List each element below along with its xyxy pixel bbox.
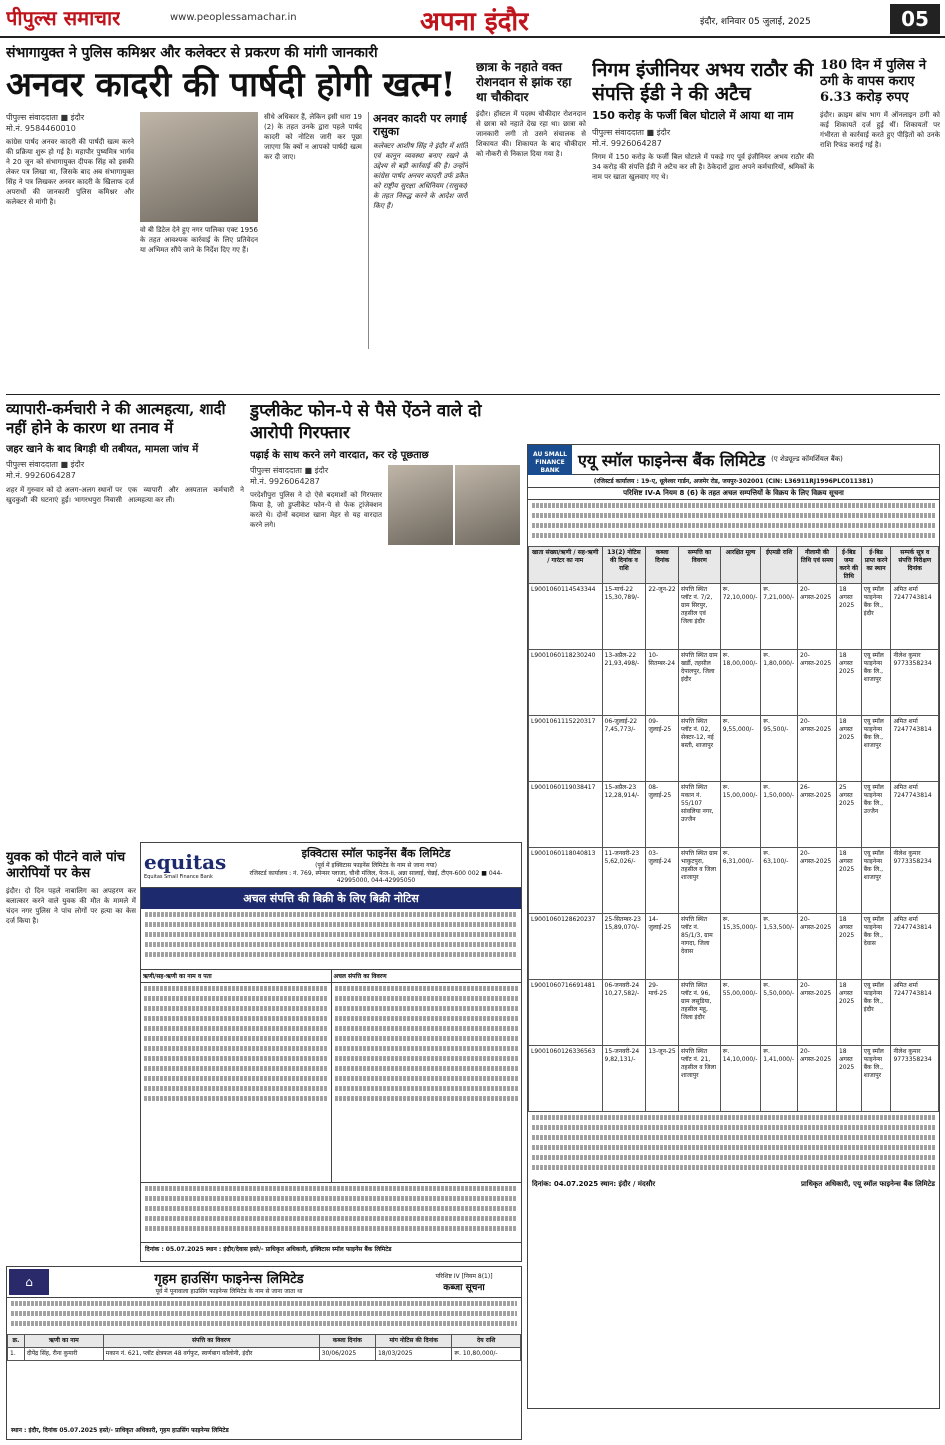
table-row — [529, 848, 939, 914]
table-cell: 1. — [8, 1348, 25, 1361]
column-header: खाता संख्या/ऋणी / सह-ऋणी / गारंटर का नाम — [529, 547, 603, 584]
duplicate-byline: पीपुल्स संवाददाता ■ इंदौर — [250, 466, 329, 475]
cell-possession: 03-जुलाई-24 — [646, 848, 679, 914]
table-cell: 18/03/2025 — [375, 1348, 451, 1361]
grihum-sub: पूर्व में पूनावाला हाउसिंग फाइनेन्स लिमिटेड के नाम से जाना जाता था — [155, 1288, 303, 1295]
dateline: इंदौर, शनिवार 05 जुलाई, 2025 — [700, 17, 811, 27]
sidebar-text: कलेक्टर आशीष सिंह ने इंदौर में शांति एवं कानून व्यवस्था बनाए रखने के उद्देश्य से बड़ी कार्रवाई की है। उन्होंने कांग्रेस पार्षद अनवर कादरी उर्फ डकैत को राष्ट्रीय सुरक्षा अधिनियम (रासुका) के तहत निरुद्ध करने के आदेश जारी किए हैं। — [373, 142, 468, 210]
fraud-headline: 180 दिन में पुलिस ने ठगी के वापस कराए 6.33 करोड़ रुपए — [820, 58, 927, 105]
cell-bid: 18 अगस्त 2025 — [836, 716, 861, 782]
au-footer-sign: प्राधिकृत अधिकारी, एयू स्मॉल फाइनेन्स बैंक लिमिटेड — [800, 1180, 935, 1188]
cell-loan: L9001060716691481 — [529, 980, 603, 1046]
page-number: 05 — [890, 4, 940, 34]
cell-emd: रू. 95,500/- — [761, 716, 798, 782]
fraud-story — [820, 58, 940, 394]
student-story — [476, 60, 586, 390]
equitas-logo: equitas — [144, 850, 227, 874]
equitas-band: अचल संपत्ति की बिक्री के लिए बिक्री नोटिस — [141, 888, 521, 909]
equitas-notice — [140, 842, 522, 1262]
cell-loan: L9001060118230240 — [529, 650, 603, 716]
grihum-logo-icon: ⌂ — [9, 1269, 49, 1295]
lead-photo — [140, 112, 258, 222]
cell-notice: 11-जनवरी-23 5,62,026/- — [602, 848, 646, 914]
cell-possession: 22-जून-22 — [646, 584, 679, 650]
cell-auction: 20-अगस्त-2025 — [798, 914, 837, 980]
newspaper-logo: पीपुल्स समाचार — [6, 6, 121, 30]
column-header: कब्जा दिनांक — [319, 1335, 375, 1348]
equitas-title: इक्विटास स्मॉल फाइनेंस बैंक लिमिटेड — [301, 847, 451, 860]
cell-contact: अमित शर्मा 7247743814 — [891, 782, 939, 848]
cell-property: संपत्ति स्थित प्लॉट नं. 85/1/3, ग्राम नागदा, जिला देवास — [679, 914, 721, 980]
auction-table — [528, 546, 939, 1112]
table-cell: 30/06/2025 — [319, 1348, 375, 1361]
au-footer-place: दिनांक: 04.07.2025 स्थान: इंदौर / मंदसौर — [532, 1180, 656, 1188]
engineer-phone: मो.नं. 9926064287 — [592, 139, 662, 148]
column-header: ई-बिड जमा करने की तिथि — [836, 547, 861, 584]
cell-emd: रू. 1,80,000/- — [761, 650, 798, 716]
cell-possession: 08-जुलाई-25 — [646, 782, 679, 848]
duplicate-text: परदेशीपुरा पुलिस ने दो ऐसे बदमाशों को गिरफ्तार किया है, जो डुप्लीकेट फोन-पे से फेक ट्रांजेक्शन करते थे। दोनों बदमाश खाना मेहर से यह वारदात करने लगे। — [250, 491, 382, 529]
column-header: 13(2) नोटिस की दिनांक व राशि — [602, 547, 646, 584]
cell-bid: 18 अगस्त 2025 — [836, 914, 861, 980]
column-header: कब्जा दिनांक — [646, 547, 679, 584]
lead-byline: पीपुल्स संवाददाता ■ इंदौर — [6, 113, 85, 122]
equitas-address: रजिस्टर्ड कार्यालय : नं. 769, स्पेन्सर प्लाजा, चौथी मंजिल, फेज-II, अन्ना सालाई, चेन्नई, टीएन-600 002 ■ 044-42995000, 044-42995050 — [249, 870, 503, 884]
lead-para-1: कांग्रेस पार्षद अनवर कादरी की पार्षदी खत्म करने की प्रक्रिया शुरू हो गई है। महापौर पुष्यमित्र भार्गव ने 20 जून को संभागायुक्त दीपक सिंह को इसकी लेकर पत्र लिखा था, जिसके बाद अब संभागायुक्त सिंह ने पत्र लिखकर अनवर कादरी के खिलाफ दर्ज अपराधों की जानकारी पुलिस कमिश्नर और कलेक्टर से मांगी है। — [6, 138, 134, 206]
table-cell: दीपेंद्र सिंह, रीना कुमारी — [24, 1348, 103, 1361]
cell-possession: 09-जुलाई-25 — [646, 716, 679, 782]
cell-contact: नीलेश कुमार 9773358234 — [891, 848, 939, 914]
youth-text: इंदौर। दो दिन पहले नाबालिग का अपहरण कर बलात्कार करने वाले युवक की मौत के मामले में चंदन नगर पुलिस ने पांच लोगों पर हत्या का केस दर्ज किया है। — [6, 887, 136, 925]
cell-possession: 14-जुलाई-25 — [646, 914, 679, 980]
table-row — [529, 914, 939, 980]
suicide-story — [6, 400, 244, 845]
auction-table-header — [529, 547, 939, 584]
cell-place: एयू स्मॉल फाइनेन्स बैंक लि., शाजापुर — [861, 650, 891, 716]
cell-bid: 25 अगस्त 2025 — [836, 782, 861, 848]
divider — [6, 394, 940, 395]
column-header: ई-बिड प्राप्त करने का स्थान — [861, 547, 891, 584]
cell-place: एयू स्मॉल फाइनेन्स बैंक लि., उज्जैन — [861, 782, 891, 848]
cell-reserve: रू. 6,31,000/- — [720, 848, 761, 914]
table-row — [529, 650, 939, 716]
cell-property: संपत्ति स्थित ग्राम खर्डी, तहसील देपालपुर, जिला इंदौर — [679, 650, 721, 716]
au-title: एयू स्मॉल फाइनेन्स बैंक लिमिटेड — [578, 450, 766, 470]
cell-notice: 25-सितम्बर-23 15,89,070/- — [602, 914, 646, 980]
table-row — [8, 1348, 521, 1361]
equitas-logo-sub: Equitas Small Finance Bank — [144, 874, 213, 880]
cell-emd: रू. 5,50,000/- — [761, 980, 798, 1046]
cell-auction: 20-अगस्त-2025 — [798, 980, 837, 1046]
cell-emd: रू. 1,41,000/- — [761, 1046, 798, 1112]
cell-possession: 13-जून-25 — [646, 1046, 679, 1112]
engineer-byline: पीपुल्स संवाददाता ■ इंदौर — [592, 128, 671, 137]
cell-possession: 29-मार्च-25 — [646, 980, 679, 1046]
cell-emd: रू. 7,21,000/- — [761, 584, 798, 650]
cell-reserve: रू. 15,35,000/- — [720, 914, 761, 980]
column-header: सम्पर्क सूत्र व संपत्ति निरीक्षण दिनांक — [891, 547, 939, 584]
cell-auction: 20-अगस्त-2025 — [798, 1046, 837, 1112]
cell-contact: अमित शर्मा 7247743814 — [891, 584, 939, 650]
cell-reserve: रू. 9,55,000/- — [720, 716, 761, 782]
column-header: आरक्षित मूल्य — [720, 547, 761, 584]
cell-property: संपत्ति स्थित प्लॉट नं. 96, ग्राम लसूडिया, तहसील महू, जिला इंदौर — [679, 980, 721, 1046]
suicide-headline: व्यापारी-कर्मचारी ने की आत्महत्या, शादी नहीं होने के कारण था तनाव में — [6, 400, 226, 437]
cell-property: संपत्ति स्थित प्लॉट नं. 02, सेक्टर-12, नई बस्ती, शाजापुर — [679, 716, 721, 782]
cell-notice: 06-जनवरी-24 10,27,582/- — [602, 980, 646, 1046]
cell-bid: 18 अगस्त 2025 — [836, 584, 861, 650]
cell-property: संपत्ति स्थित प्लॉट नं. 21, तहसील व जिला शाजापुर — [679, 1046, 721, 1112]
cell-bid: 18 अगस्त 2025 — [836, 1046, 861, 1112]
column-header: संपत्ति का विवरण — [103, 1335, 319, 1348]
cell-reserve: रू. 18,00,000/- — [720, 650, 761, 716]
equitas-rows — [141, 982, 521, 1182]
column-header: देय राशि — [452, 1335, 521, 1348]
sidebar-title: अनवर कादरी पर लगाई रासुका — [373, 112, 467, 138]
au-bank-notice — [527, 444, 940, 1409]
engineer-story — [592, 58, 814, 394]
cell-contact: अमित शर्मा 7247743814 — [891, 914, 939, 980]
section-title: अपना इंदौर — [420, 7, 529, 37]
duplicate-headline: डुप्लीकेट फोन-पे से पैसे ऐंठने वाले दो आरोपी गिरफ्तार — [250, 401, 482, 443]
cell-contact: नीलेश कुमार 9773358234 — [891, 1046, 939, 1112]
lead-phone: मो.नं. 9584460010 — [6, 124, 76, 133]
cell-bid: 18 अगस्त 2025 — [836, 848, 861, 914]
fraud-text: इंदौर। क्राइम ब्रांच भाग में ऑनलाइन ठगी को कई शिकायतें दर्ज हुई थीं। शिकायतों पर गंभीरता से कार्रवाई करते हुए पीड़ितों को उनके राशि रिफंड कराई गई है। — [820, 111, 940, 149]
cell-notice: 06-जुलाई-22 7,45,773/- — [602, 716, 646, 782]
suicide-phone: मो.नं. 9926064287 — [6, 471, 76, 480]
duplicate-phone: मो.नं. 9926064287 — [250, 477, 320, 486]
cell-auction: 20-अगस्त-2025 — [798, 650, 837, 716]
cell-auction: 20-अगस्त-2025 — [798, 716, 837, 782]
column-header: क्र. — [8, 1335, 25, 1348]
table-cell: मकान नं. 621, प्लॉट क्षेत्रफल 48 वर्गफुट, स्वर्णबाग कॉलोनी, इंदौर — [103, 1348, 319, 1361]
cell-place: एयू स्मॉल फाइनेन्स बैंक लि., इंदौर — [861, 584, 891, 650]
duplicate-story — [250, 400, 520, 820]
lead-para-3: सीधे अधिकार हैं, लेकिन इसी धारा 19 (2) के तहत उनके द्वारा पहले पार्षद कादरी को नोटिस जारी कर पूछा जाएगा कि क्यों न आपको पार्षदी खत्म कर दी जाए। — [264, 113, 362, 161]
suicide-text: शहर में गुरुवार को दो अलग-अलग स्थानों पर खुदकुशी की घटनाएं हुईं। भागरथपुरा निवासी एक व्यापारी और अस्पताल कर्मचारी ने आत्महत्या कर ली। — [6, 486, 244, 504]
cell-place: एयू स्मॉल फाइनेन्स बैंक लि., शाजापुर — [861, 1046, 891, 1112]
cell-emd: रू. 1,53,500/- — [761, 914, 798, 980]
equitas-intro — [141, 909, 521, 969]
cell-auction: 20-अगस्त-2025 — [798, 584, 837, 650]
equitas-footer: दिनांक : 05.07.2025 स्थान : इंदौर/देवास हस्ते/- प्राधिकृत अधिकारी, इक्विटास स्मॉल फाइनेंस बैंक लिमिटेड — [141, 1242, 521, 1255]
cell-notice: 15-जनवरी-24 9,82,131/- — [602, 1046, 646, 1112]
cell-reserve: रू. 72,10,000/- — [720, 584, 761, 650]
website-url[interactable]: www.peoplessamachar.in — [170, 12, 297, 23]
cell-contact: नीलेश कुमार 9773358234 — [891, 650, 939, 716]
duplicate-subhead: पढ़ाई के साथ करने लगे वारदात, कर रहे पूछताछ — [250, 450, 429, 461]
table-row — [529, 782, 939, 848]
cell-place: एयू स्मॉल फाइनेन्स बैंक लि., देवास — [861, 914, 891, 980]
cell-notice: 15-अप्रैल-23 12,28,914/- — [602, 782, 646, 848]
cell-reserve: रू. 55,00,000/- — [720, 980, 761, 1046]
column-header: ईएमडी राशि — [761, 547, 798, 584]
suicide-byline: पीपुल्स संवाददाता ■ इंदौर — [6, 460, 85, 469]
lead-para-2: वो बी डिटेल देने हुए नगर पालिका एक्ट 1956 के तहत आवश्यक कार्रवाई के लिए प्रतिवेदन या अभिमत सौंपे जाने के निर्देश दिए गए हैं। — [140, 226, 258, 254]
cell-notice: 15-मार्च-22 15,30,789/- — [602, 584, 646, 650]
cell-loan: L9001060119038417 — [529, 782, 603, 848]
au-terms — [528, 1112, 939, 1178]
column-header: सम्पत्ति का विवरण — [679, 547, 721, 584]
table-row — [529, 584, 939, 650]
engineer-headline: निगम इंजीनियर अभय राठौर की संपत्ति ईडी ने की अटैच — [592, 59, 814, 105]
column-header: नीलामी की तिथि एवं समय — [798, 547, 837, 584]
au-notice-title: परिशिष्ट IV-A नियम 8 (6) के तहत अचल सम्पत्तियों के विक्रय के लिए विक्रय सूचना — [528, 487, 939, 500]
cell-auction: 20-अगस्त-2025 — [798, 848, 837, 914]
engineer-subhead: 150 करोड़ के फर्जी बिल घोटाले में आया था नाम — [592, 109, 794, 122]
student-headline: छात्रा के नहाते वक्त रोशनदान से झांक रहा था चौकीदार — [476, 60, 572, 104]
equitas-col2: अचल संपत्ति का विवरण — [333, 973, 387, 980]
cell-loan: L9001061115220317 — [529, 716, 603, 782]
cell-property: संपत्ति स्थित ग्राम भाकुटपुरा, तहसील व जिला शाजापुर — [679, 848, 721, 914]
column-header: मांग नोटिस की दिनांक — [375, 1335, 451, 1348]
cell-possession: 10-सितम्बर-24 — [646, 650, 679, 716]
lead-kicker: संभागायुक्त ने पुलिस कमिश्नर और कलेक्टर से प्रकरण की मांगी जानकारी — [6, 45, 378, 61]
grihum-notice — [6, 1266, 522, 1440]
accused-photo-1 — [388, 465, 453, 545]
engineer-text: निगम में 150 करोड़ के फर्जी बिल घोटाले में पकड़े गए पूर्व इंजीनियर अभय राठौर की 34 करोड़ की संपत्ति ईडी ने अटैच कर ली है। ठेकेदारों द्वारा अपने कर्मचारियों, श्रमिकों के नाम पर खाता खुलवाए गए थे। — [592, 153, 814, 181]
cell-place: एयू स्मॉल फाइनेन्स बैंक लि., इंदौर — [861, 980, 891, 1046]
youth-headline: युवक को पीटने वाले पांच आरोपियों पर केस — [6, 850, 126, 881]
au-address: (रजिस्टर्ड कार्यालय : 19-ए, धूलेश्वर गार्डन, अजमेर रोड, जयपुर-302001 (CIN: L36911RJ1996PLC011381) — [593, 478, 874, 485]
cell-loan: L9001060118040813 — [529, 848, 603, 914]
lead-headline: अनवर कादरी की पार्षदी होगी खत्म! — [6, 65, 456, 105]
equitas-sub: (पूर्व में इक्विटास फाइनेंस लिमिटेड के नाम से जाना गया) — [315, 862, 437, 869]
cell-emd: रू. 1,50,000/- — [761, 782, 798, 848]
grihum-appendix: परिशिष्ट IV [नियम 8(1)] — [435, 1272, 493, 1280]
column-header: ऋणी का नाम — [24, 1335, 103, 1348]
cell-contact: अमित शर्मा 7247743814 — [891, 980, 939, 1046]
grihum-band: कब्जा सूचना — [443, 1282, 485, 1293]
au-tag: (ए शेड्यूल्ड कॉमर्शियल बैंक) — [771, 455, 843, 463]
table-row — [529, 716, 939, 782]
table-row — [529, 1046, 939, 1112]
cell-reserve: रू. 14,10,000/- — [720, 1046, 761, 1112]
cell-property: संपत्ति स्थित मकान नं. 55/107 सांवलिया नगर, उज्जैन — [679, 782, 721, 848]
youth-story — [6, 850, 136, 1280]
cell-loan: L9001060128620237 — [529, 914, 603, 980]
student-text: इंदौर। हॉस्टल में पदस्थ चौकीदार रोशनदान से छात्रा को नहाते देख रहा था। छात्रा को जानकारी लगी तो उसने संचालक से शिकायत की। शिकायत के बाद चौकीदार को नौकरी से निकाल दिया गया है। — [476, 110, 586, 158]
cell-emd: रू. 63,100/- — [761, 848, 798, 914]
masthead — [0, 0, 945, 38]
cell-bid: 18 अगस्त 2025 — [836, 980, 861, 1046]
cell-place: एयू स्मॉल फाइनेन्स बैंक लि., शाजापुर — [861, 848, 891, 914]
au-intro — [528, 500, 939, 546]
cell-notice: 13-अप्रैल-22 21,93,498/- — [602, 650, 646, 716]
cell-contact: अमित शर्मा 7247743814 — [891, 716, 939, 782]
cell-property: संपत्ति स्थित प्लॉट नं. 7/2, ग्राम सिरपुर, तहसील एवं जिला इंदौर — [679, 584, 721, 650]
table-row — [529, 980, 939, 1046]
cell-loan: L9001060126336563 — [529, 1046, 603, 1112]
cell-bid: 18 अगस्त 2025 — [836, 650, 861, 716]
accused-photo-2 — [455, 465, 520, 545]
possession-table-header — [8, 1335, 521, 1348]
grihum-footer: स्थान : इंदौर, दिनांक 05.07.2025 हस्ते/- प्राधिकृत अधिकारी, गृहम हाउसिंग फाइनेन्स लिमिटेड — [11, 1427, 229, 1434]
suicide-subhead: जहर खाने के बाद बिगड़ी थी तबीयत, मामला जांच में — [6, 444, 199, 455]
cell-reserve: रू. 15,00,000/- — [720, 782, 761, 848]
lead-story — [6, 44, 468, 384]
possession-table — [7, 1334, 521, 1361]
table-cell: रू. 10,80,000/- — [452, 1348, 521, 1361]
equitas-col1: ऋणी/सह-ऋणी का नाम व पता — [141, 970, 332, 982]
au-logo: AU SMALL FINANCE BANK — [528, 445, 572, 475]
grihum-title: गृहम हाउसिंग फाइनेन्स लिमिटेड — [154, 1272, 304, 1287]
cell-auction: 26-अगस्त-2025 — [798, 782, 837, 848]
cell-place: एयू स्मॉल फाइनेन्स बैंक लि., शाजापुर — [861, 716, 891, 782]
cell-loan: L9001060114543344 — [529, 584, 603, 650]
